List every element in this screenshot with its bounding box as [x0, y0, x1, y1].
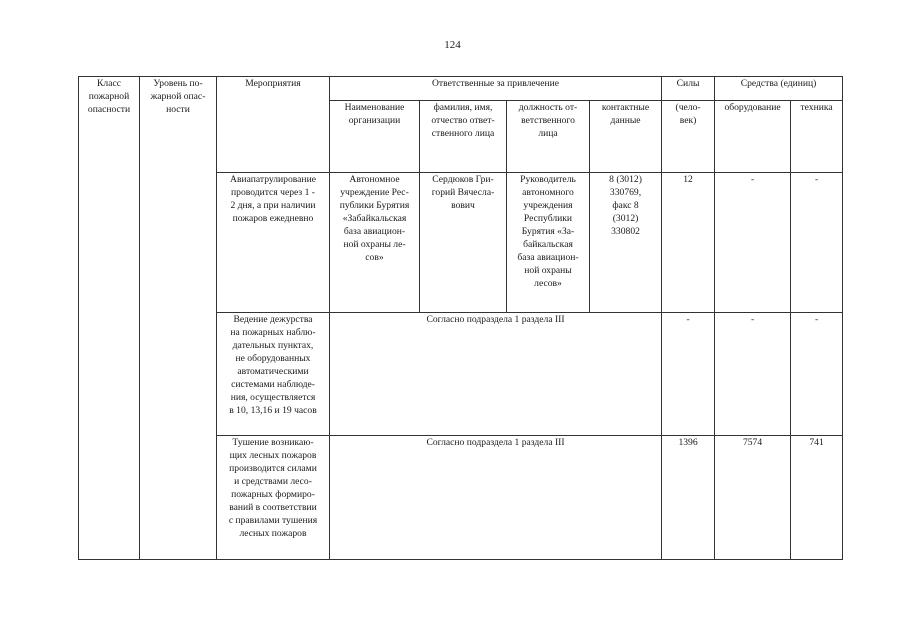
- equipment-cell: [715, 173, 791, 313]
- position-cell: [507, 173, 590, 313]
- contacts-text: 8 (3012): [609, 174, 642, 185]
- people-cell: [662, 436, 715, 560]
- position-text: учреждения: [523, 200, 573, 211]
- measure-cell: [217, 173, 330, 313]
- measure-text: пожаров ежедневно: [232, 213, 314, 224]
- header-level-cell: [140, 77, 217, 560]
- measure-text: производится силами: [229, 463, 317, 474]
- header-text: (чело-: [675, 102, 701, 113]
- page-number: 124: [444, 39, 461, 51]
- header-text: Класс: [97, 78, 121, 89]
- equipment-cell: [715, 313, 791, 436]
- header-responsible-cell: [330, 77, 662, 101]
- machinery-cell: [791, 173, 843, 313]
- org-cell: [330, 173, 420, 313]
- header-class-cell: [79, 77, 140, 560]
- contacts-text: 330769,: [609, 187, 642, 198]
- machinery-value: -: [814, 174, 819, 185]
- measure-text: пожарных формиро-: [231, 489, 315, 500]
- org-text: «Забайкальская: [342, 213, 407, 224]
- measure-text: с правилами тушения: [228, 515, 318, 526]
- responsible-text: Согласно подраздела 1 раздела III: [426, 314, 565, 325]
- machinery-value: 741: [809, 437, 824, 448]
- header-text: организации: [348, 115, 401, 126]
- header-text: пожарной: [88, 91, 130, 102]
- position-text: лесов»: [534, 278, 562, 289]
- people-cell: [662, 173, 715, 313]
- measure-text: 2 дня, а при наличии: [230, 200, 316, 211]
- org-text: публики Бурятия: [339, 200, 410, 211]
- contacts-text: факс 8: [612, 200, 639, 211]
- header-text: техника: [800, 102, 833, 113]
- contacts-text: 330802: [611, 226, 640, 237]
- measure-text: Ведение дежурства: [233, 314, 313, 325]
- measure-text: системами наблюде-: [231, 379, 315, 390]
- people-value: -: [686, 314, 690, 325]
- header-text: жарной опас-: [150, 91, 206, 102]
- measure-text: Тушение возникаю-: [232, 437, 314, 448]
- equipment-cell: [715, 436, 791, 560]
- machinery-value: -: [814, 314, 819, 325]
- position-text: Руководитель: [520, 174, 576, 185]
- fio-cell: [420, 173, 507, 313]
- header-text: данные: [610, 115, 641, 126]
- measure-text: ния, осуществляется: [230, 392, 316, 403]
- measure-text: не оборудованных: [235, 353, 311, 364]
- header-text: ственного лица: [431, 128, 495, 139]
- org-text: Автономное: [349, 174, 400, 185]
- org-text: ной охраны ле-: [343, 239, 406, 250]
- responsible-merged-cell: [330, 436, 662, 560]
- equipment-value: -: [750, 174, 755, 185]
- org-text: сов»: [365, 252, 384, 263]
- responsible-text: Согласно подраздела 1 раздела III: [426, 437, 565, 448]
- measure-text: проводится через 1 -: [231, 187, 315, 198]
- header-text: век): [679, 115, 697, 126]
- header-forces-cell: [662, 77, 715, 101]
- header-fio-cell: [420, 101, 507, 173]
- header-text: должность от-: [518, 102, 578, 113]
- header-text: Уровень по-: [153, 78, 203, 89]
- measure-text: Авиапатрулирование: [230, 174, 316, 185]
- measure-cell: [217, 313, 330, 436]
- header-machinery-cell: [791, 101, 843, 173]
- fio-text: Сердюков Гри-: [432, 174, 494, 185]
- fio-text: вович: [451, 200, 475, 211]
- position-text: ной охраны: [524, 265, 572, 276]
- header-text: фамилия, имя,: [433, 102, 493, 113]
- header-org-cell: [330, 101, 420, 173]
- machinery-cell: [791, 313, 843, 436]
- header-text: Силы: [676, 78, 700, 89]
- people-cell: [662, 313, 715, 436]
- position-text: байкальская: [523, 239, 573, 250]
- header-text: отчество ответ-: [431, 115, 495, 126]
- header-text: лица: [538, 128, 558, 139]
- position-text: база авиацион-: [517, 252, 579, 263]
- header-text: Наименование: [344, 102, 405, 113]
- machinery-cell: [791, 436, 843, 560]
- position-text: автономного: [522, 187, 574, 198]
- equipment-value: 7574: [742, 437, 763, 448]
- position-text: Республики: [523, 213, 573, 224]
- header-text: ветственного: [521, 115, 575, 126]
- people-value: 1396: [678, 437, 698, 448]
- measure-text: и средствами лесо-: [234, 476, 312, 487]
- org-text: база авиацион-: [343, 226, 406, 237]
- header-position-cell: [507, 101, 590, 173]
- header-text: ности: [166, 104, 190, 115]
- fio-text: горий Вячесла-: [431, 187, 495, 198]
- equipment-value: -: [750, 314, 755, 325]
- measure-text: ваний в соответствии: [229, 502, 317, 513]
- header-row-top: [79, 77, 843, 101]
- measure-text: в 10, 13,16 и 19 часов: [229, 405, 317, 416]
- measure-text: автоматическими: [237, 366, 309, 377]
- measure-text: лесных пожаров: [239, 528, 307, 539]
- header-equipment-cell: [715, 101, 791, 173]
- header-measures-cell: [217, 77, 330, 173]
- header-text: контактные: [601, 102, 650, 113]
- measure-text: щих лесных пожаров: [229, 450, 317, 461]
- people-value: 12: [683, 174, 693, 185]
- header-text: Средства (единиц): [740, 78, 817, 89]
- responsible-merged-cell: [330, 313, 662, 436]
- contacts-cell: [590, 173, 662, 313]
- header-text: опасности: [87, 104, 131, 115]
- measure-text: на пожарных наблю-: [230, 327, 316, 338]
- org-text: учреждение Рес-: [340, 187, 409, 198]
- header-text: Ответственные за привлечение: [432, 78, 560, 89]
- header-contacts-cell: [590, 101, 662, 173]
- measure-text: дательных пунктах,: [232, 340, 314, 351]
- contacts-text: (3012): [612, 213, 639, 224]
- fire-measures-table: [78, 76, 843, 560]
- header-people-cell: [662, 101, 715, 173]
- header-means-cell: [715, 77, 843, 101]
- header-text: Мероприятия: [245, 78, 301, 89]
- measure-cell: [217, 436, 330, 560]
- position-text: Бурятия «За-: [521, 226, 575, 237]
- header-text: оборудование: [724, 102, 781, 113]
